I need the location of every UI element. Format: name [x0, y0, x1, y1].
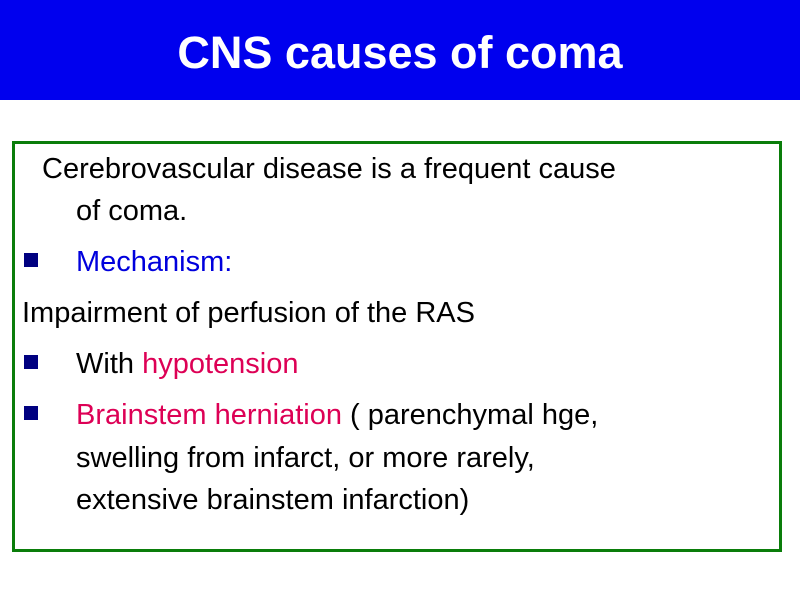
- hypotension-item: [76, 347, 298, 381]
- square-bullet-icon: [24, 253, 38, 267]
- herniation-line-3: extensive brainstem infarction): [76, 484, 470, 516]
- impairment-text: Impairment of perfusion of the RAS: [22, 297, 475, 329]
- herniation-highlight: Brainstem herniation: [76, 399, 342, 431]
- square-bullet-icon: [24, 355, 38, 369]
- mechanism-label: Mechanism:: [76, 246, 233, 278]
- herniation-rest: ( parenchymal hge,: [341, 399, 599, 431]
- square-bullet-icon: [24, 406, 38, 420]
- intro-line-2: of coma.: [76, 195, 188, 227]
- herniation-item: [76, 398, 598, 432]
- hypotension-prefix: With: [76, 348, 143, 380]
- hypotension-highlight: hypotension: [142, 348, 299, 380]
- slide-title: CNS causes of coma: [177, 27, 623, 78]
- herniation-line-2: swelling from infarct, or more rarely,: [76, 442, 535, 474]
- intro-line-1: Cerebrovascular disease is a frequent cause: [42, 153, 616, 185]
